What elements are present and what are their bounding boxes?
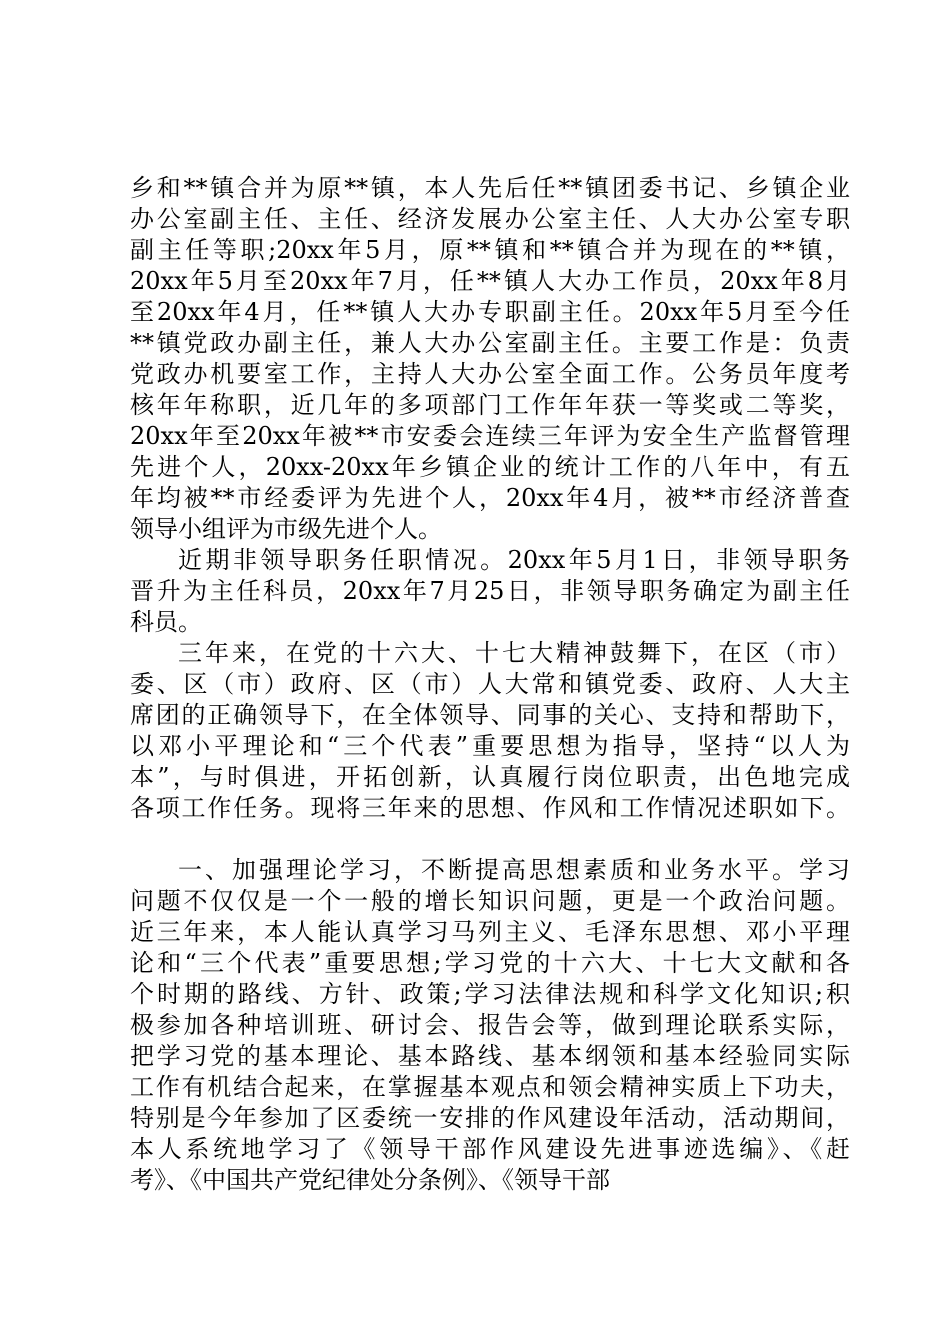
text-line: 三年来，在党的十六大、十七大精神鼓舞下，在区（市） — [178, 639, 850, 667]
paragraph-3 — [130, 638, 850, 824]
text-line: 近期非领导职务任职情况。20xx年5月1日，非领导职务 — [178, 546, 850, 574]
text-line: 一、加强理论学习，不断提高思想素质和业务水平。学习 — [178, 856, 850, 884]
text-line: 工作有机结合起来，在掌握基本观点和领会精神实质上下功夫， — [130, 1073, 850, 1101]
text-line: 个时期的路线、方针、政策;学习法律法规和科学文化知识;积 — [130, 980, 850, 1008]
text-line: 委、区（市）政府、区（市）人大常和镇党委、政府、人大主 — [130, 670, 850, 698]
text-line: 领导小组评为市级先进个人。 — [130, 515, 442, 543]
text-line: 本人系统地学习了《领导干部作风建设先进事迹选编》、《赶 — [130, 1135, 850, 1163]
text-line: 乡和**镇合并为原**镇，本人先后任**镇团委书记、乡镇企业 — [130, 174, 850, 202]
text-line: 年均被**市经委评为先进个人，20xx年4月，被**市经济普查 — [130, 484, 850, 512]
text-line: 科员。 — [130, 608, 202, 636]
text-line: 近三年来，本人能认真学习马列主义、毛泽东思想、邓小平理 — [130, 918, 850, 946]
text-line: 以邓小平理论和“三个代表”重要思想为指导，坚持“以人为 — [130, 732, 850, 760]
text-line: 论和“三个代表”重要思想;学习党的十六大、十七大文献和各 — [130, 949, 850, 977]
text-line: 20xx年5月至20xx年7月，任**镇人大办工作员，20xx年8月 — [130, 267, 850, 295]
text-line: 本”，与时俱进，开拓创新，认真履行岗位职责，出色地完成 — [130, 763, 850, 791]
text-line: 把学习党的基本理论、基本路线、基本纲领和基本经验同实际 — [130, 1042, 850, 1070]
text-line: 先进个人，20xx-20xx年乡镇企业的统计工作的八年中，有五 — [130, 453, 850, 481]
text-line: 办公室副主任、主任、经济发展办公室主任、人大办公室专职 — [130, 205, 850, 233]
text-line: 至20xx年4月，任**镇人大办专职副主任。20xx年5月至今任 — [130, 298, 850, 326]
text-line: 党政办机要室工作，主持人大办公室全面工作。公务员年度考 — [130, 360, 850, 388]
text-line: 晋升为主任科员，20xx年7月25日，非领导职务确定为副主任 — [130, 577, 850, 605]
text-line: **镇党政办副主任，兼人大办公室副主任。主要工作是：负责 — [130, 329, 850, 357]
text-line: 席团的正确领导下，在全体领导、同事的关心、支持和帮助下， — [130, 701, 850, 729]
paragraph-1 — [130, 173, 850, 545]
text-line: 各项工作任务。现将三年来的思想、作风和工作情况述职如下。 — [130, 794, 850, 822]
paragraph-spacer — [130, 824, 850, 855]
document-body — [130, 173, 850, 1196]
text-line: 20xx年至20xx年被**市安委会连续三年评为安全生产监督管理 — [130, 422, 850, 450]
text-line: 特别是今年参加了区委统一安排的作风建设年活动，活动期间， — [130, 1104, 850, 1132]
text-line: 副主任等职;20xx年5月，原**镇和**镇合并为现在的**镇， — [130, 236, 850, 264]
paragraph-2 — [130, 545, 850, 638]
text-line: 极参加各种培训班、研讨会、报告会等，做到理论联系实际， — [130, 1011, 850, 1039]
text-line: 核年年称职，近几年的多项部门工作年年获一等奖或二等奖， — [130, 391, 850, 419]
text-line: 考》、《中国共产党纪律处分条例》、《领导干部 — [130, 1166, 610, 1194]
paragraph-4 — [130, 855, 850, 1196]
text-line: 问题不仅仅是一个一般的增长知识问题，更是一个政治问题。 — [130, 887, 850, 915]
